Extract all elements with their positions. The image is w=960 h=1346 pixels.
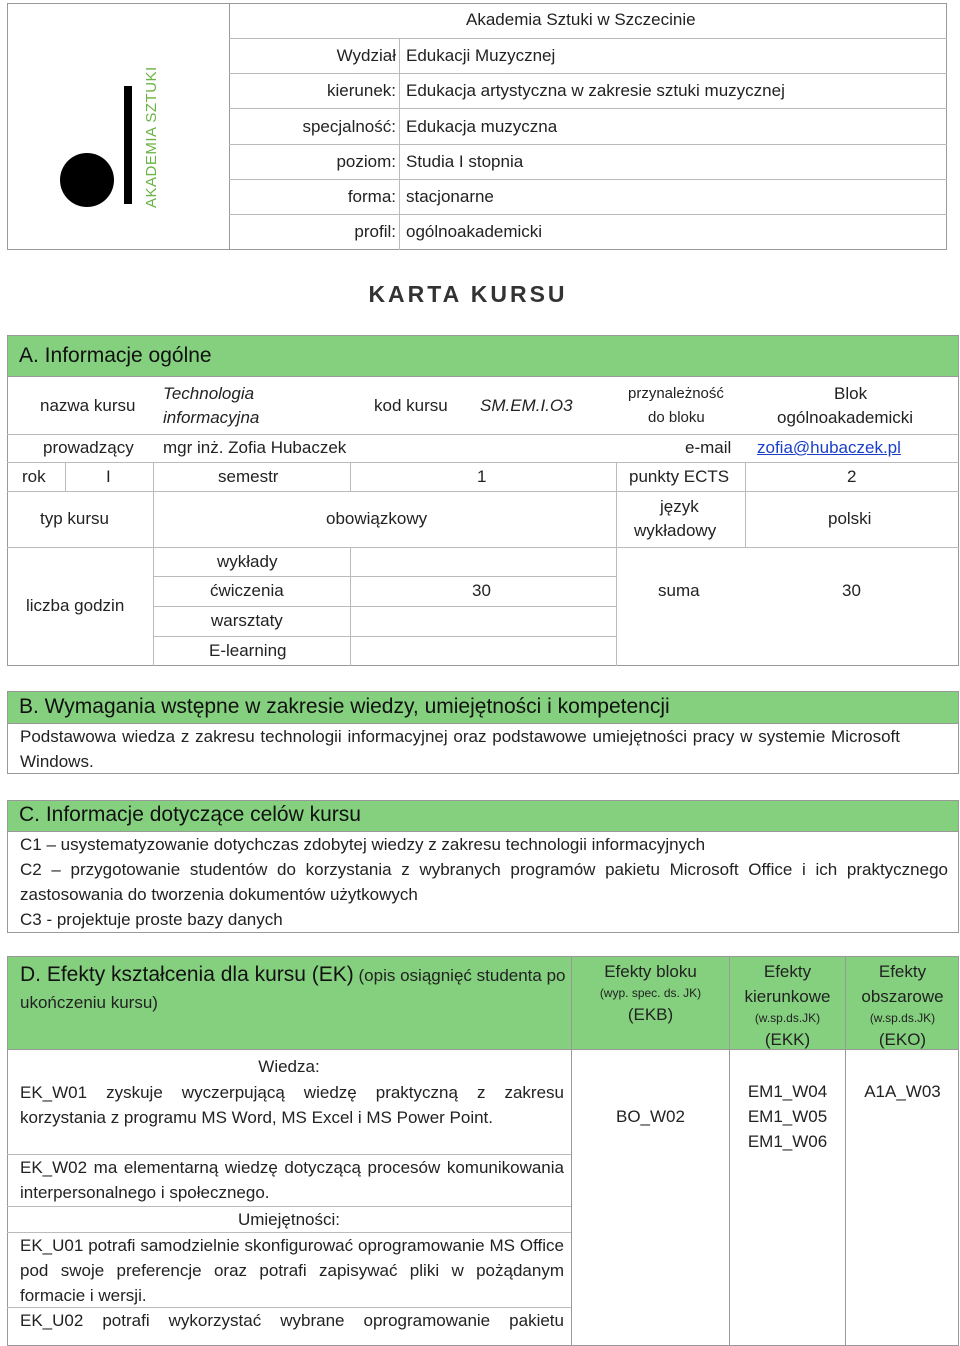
goal-c3: C3 - projektuje proste bazy danych (20, 910, 283, 929)
language-label-2: wykładowy (634, 521, 717, 540)
course-code-value: SM.EM.I.O3 (480, 396, 573, 415)
section-b-title: B. Wymagania wstępne w zakresie wiedzy, umiejętności i kompetencji (19, 695, 670, 718)
course-name-value-1: Technologia (163, 384, 255, 403)
block-label-2: do bloku (648, 409, 705, 426)
section-d-title (20, 962, 568, 1017)
effect-ek-w02: EK_W02 ma elementarną wiedzę dotyczącą procesów komunikowania interpersonalnego i społecznego. (20, 1158, 564, 1202)
form-value: stacjonarne (406, 187, 494, 206)
semester-value: 1 (477, 467, 487, 486)
ekk-value-1: EM1_W04 (747, 1082, 828, 1101)
course-name-label: nazwa kursu (40, 396, 136, 415)
effect-ek-u02: EK_U02 potrafi wykorzystać wybrane oprogramowanie pakietu (20, 1311, 564, 1330)
profile-value: ogólnoakademicki (406, 222, 543, 241)
workshops-label: warsztaty (211, 611, 283, 630)
institution-name: Akademia Sztuki w Szczecinie (466, 10, 696, 29)
ekb-header-3: (EKB) (627, 1005, 674, 1024)
block-label-1: przynależność (628, 385, 724, 402)
ekk-value-2: EM1_W05 (747, 1107, 828, 1126)
language-label-1: język (660, 497, 699, 516)
faculty-label: Wydział (336, 46, 396, 65)
ekk-header-4: (EKK) (764, 1030, 811, 1049)
lecturer-value: mgr inż. Zofia Hubaczek (163, 438, 347, 457)
section-c-title: C. Informacje dotyczące celów kursu (19, 803, 361, 826)
effect-ek-w01: EK_W01 zyskuje wyczerpującą wiedzę praktyczną z zakresu korzystania z programu MS Word, MS Excel i MS Power Point. (20, 1083, 564, 1127)
goal-c2: C2 – przygotowanie studentów do korzystania z wybranych programów pakietu Microsoft Office i ich praktycznego zastosowania do tworzenia dokumentów użytkowych (20, 860, 948, 904)
ekb-value: BO_W02 (616, 1107, 685, 1126)
exercises-value: 30 (472, 581, 491, 600)
faculty-value: Edukacji Muzycznej (406, 46, 556, 65)
ects-label: punkty ECTS (629, 467, 730, 486)
course-type-label: typ kursu (40, 509, 109, 528)
semester-label: semestr (218, 467, 279, 486)
skills-heading: Umiejętności: (237, 1210, 341, 1229)
sum-value: 30 (842, 581, 861, 600)
course-code-label: kod kursu (374, 396, 448, 415)
eko-header-1: Efekty (878, 962, 927, 981)
profile-label: profil: (354, 222, 396, 241)
specialty-label: specjalność: (302, 117, 396, 136)
lectures-label: wykłady (217, 552, 278, 571)
block-value-2: ogólnoakademicki (777, 408, 914, 427)
sum-label: suma (658, 581, 700, 600)
course-name-value-2: informacyjna (163, 408, 260, 427)
effect-ek-u01: EK_U01 potrafi samodzielnie skonfigurować oprogramowanie MS Office pod swoje preferencje oraz potrafi zapisywać pliki w pożądanym formacie i wersji. (20, 1236, 564, 1305)
email-label: e-mail (685, 438, 732, 457)
course-type-value: obowiązkowy (326, 509, 428, 528)
page-title: KARTA KURSU (368, 281, 568, 307)
logo-bar-shape (124, 86, 132, 204)
ekb-header-2: (wyp. spec. ds. JK) (599, 986, 702, 1000)
logo-text: AKADEMIA SZTUKI (143, 66, 160, 208)
ekk-header-2: kierunkowe (744, 987, 831, 1006)
email-link[interactable]: zofia@hubaczek.pl (757, 438, 901, 457)
hours-label: liczba godzin (26, 596, 125, 615)
lecturer-label: prowadzący (43, 438, 134, 457)
form-label: forma: (347, 187, 396, 206)
field-label: kierunek: (327, 81, 396, 100)
specialty-value: Edukacja muzyczna (406, 117, 558, 136)
language-value: polski (828, 509, 872, 528)
section-a-title: A. Informacje ogólne (19, 344, 212, 367)
goal-c1: C1 – usystematyzowanie dotychczas zdobytej wiedzy z zakresu technologii informacyjnych (20, 835, 706, 854)
ects-value: 2 (847, 467, 857, 486)
logo-dot-shape (60, 153, 114, 207)
block-value-1: Blok (834, 384, 868, 403)
year-value: I (106, 467, 111, 486)
field-value: Edukacja artystyczna w zakresie sztuki muzycznej (406, 81, 785, 100)
eko-header-3: (w.sp.ds.JK) (869, 1011, 936, 1025)
ekk-value-3: EM1_W06 (747, 1132, 828, 1151)
section-d-title-sub: (opis osiągnięć studenta po ukończeniu kursu) (20, 966, 566, 1012)
ekk-header-3: (w.sp.ds.JK) (754, 1011, 821, 1025)
logo (55, 66, 185, 215)
exercises-label: ćwiczenia (210, 581, 284, 600)
year-label: rok (22, 467, 46, 486)
section-b-text: Podstawowa wiedza z zakresu technologii informacyjnej oraz podstawowe umiejętności pracy w systemie Microsoft Windows. (20, 727, 900, 771)
ekk-header-1: Efekty (763, 962, 812, 981)
section-d-title-main: D. Efekty kształcenia dla kursu (EK) (20, 963, 354, 986)
knowledge-heading: Wiedza: (258, 1057, 320, 1076)
eko-header-4: (EKO) (878, 1030, 927, 1049)
level-label: poziom: (336, 152, 396, 171)
eko-header-2: obszarowe (861, 987, 944, 1006)
eko-value: A1A_W03 (864, 1082, 941, 1101)
elearning-label: E-learning (209, 641, 287, 660)
ekb-header-1: Efekty bloku (604, 962, 697, 981)
level-value: Studia I stopnia (406, 152, 524, 171)
